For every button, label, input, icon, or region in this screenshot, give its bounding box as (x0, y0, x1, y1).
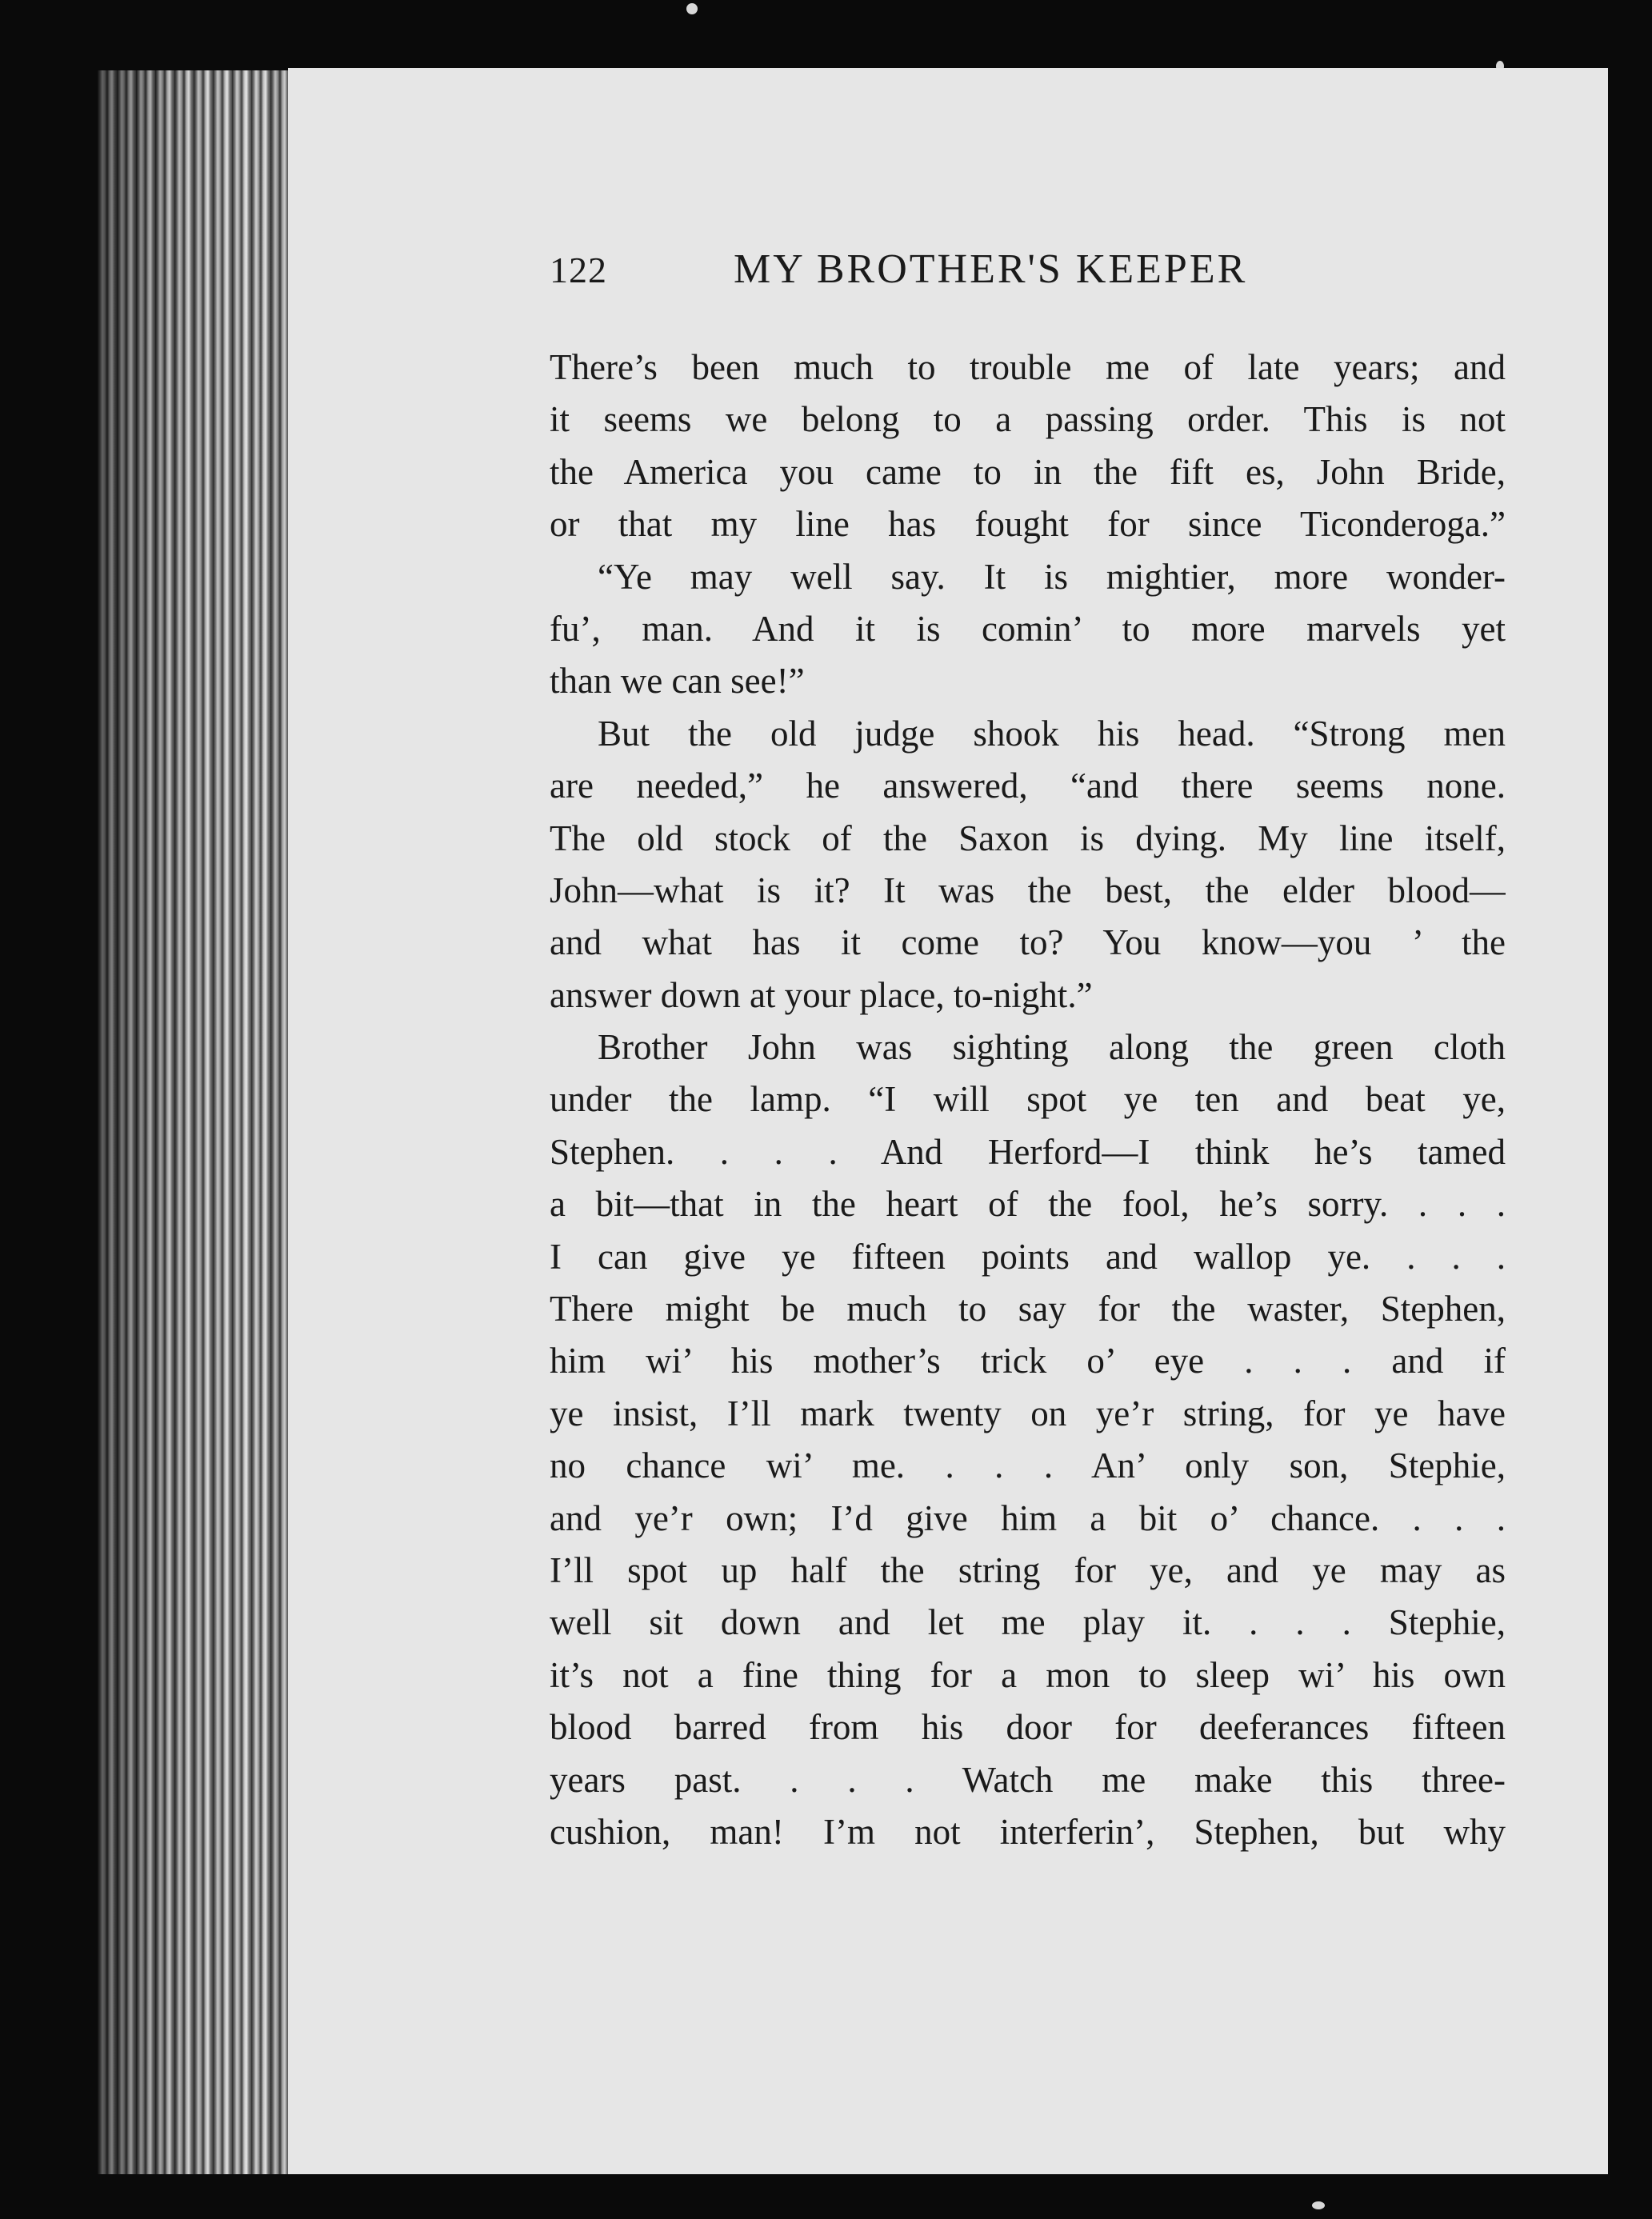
text-line: Brother John was sighting along the green cloth (598, 1027, 1506, 1068)
text-line: no chance wi’ me. . . . An’ only son, Stephie, (550, 1445, 1506, 1486)
text-line: a bit—that in the heart of the fool, he’s sorry. . . . (550, 1184, 1506, 1225)
text-line: well sit down and let me play it. . . . Stephie, (550, 1602, 1506, 1643)
text-line: Stephen. . . . And Herford—I think he’s tamed (550, 1131, 1506, 1172)
text-line: under the lamp. “I will spot ye ten and beat ye, (550, 1079, 1506, 1120)
text-line: “Ye may well say. It is mightier, more wonder- (598, 556, 1506, 597)
text-line: or that my line has fought for since Ticonderoga.” (550, 504, 1506, 545)
text-line: than we can see!” (550, 661, 805, 702)
scan-speck (1312, 2201, 1325, 2209)
text-line: years past. . . . Watch me make this three- (550, 1759, 1506, 1800)
text-line: cushion, man! I’m not interferin’, Stephen, but why (550, 1811, 1506, 1852)
text-line: him wi’ his mother’s trick o’ eye . . . and if (550, 1341, 1506, 1381)
text-line: and what has it come to? You know—you ’ the (550, 922, 1506, 963)
scan-speck (686, 3, 698, 14)
text-line: and ye’r own; I’d give him a bit o’ chance. . . . (550, 1497, 1506, 1538)
page-number: 122 (550, 250, 607, 290)
book-edge-shadow (98, 70, 298, 2174)
text-line: I can give ye fifteen points and wallop ye. . . . (550, 1236, 1506, 1277)
text-line: are needed,” he answered, “and there seems none. (550, 766, 1506, 806)
text-line: ye insist, I’ll mark twenty on ye’r string, for ye have (550, 1393, 1506, 1433)
running-title: MY BROTHER'S KEEPER (734, 246, 1248, 292)
text-line: it’s not a fine thing for a mon to sleep wi’ his own (550, 1654, 1506, 1695)
text-line: I’ll spot up half the string for ye, and ye may as (550, 1549, 1506, 1590)
body-text (550, 342, 1506, 1858)
text-line: The old stock of the Saxon is dying. My line itself, (550, 818, 1506, 858)
running-header (550, 246, 1506, 297)
text-line: There might be much to say for the waster, Stephen, (550, 1289, 1506, 1329)
text-line: it seems we belong to a passing order. This is not (550, 399, 1506, 440)
text-line: answer down at your place, to-night.” (550, 974, 1093, 1015)
text-line: There’s been much to trouble me of late years; and (550, 347, 1506, 387)
text-line: But the old judge shook his head. “Strong men (598, 713, 1506, 754)
text-line: blood barred from his door for deeferances fifteen (550, 1707, 1506, 1748)
book-page (288, 68, 1608, 2174)
text-line: John—what is it? It was the best, the elder blood— (550, 870, 1506, 910)
text-line: the America you came to in the fift es, John Bride, (550, 451, 1506, 492)
text-line: fu’, man. And it is comin’ to more marvels yet (550, 608, 1506, 649)
